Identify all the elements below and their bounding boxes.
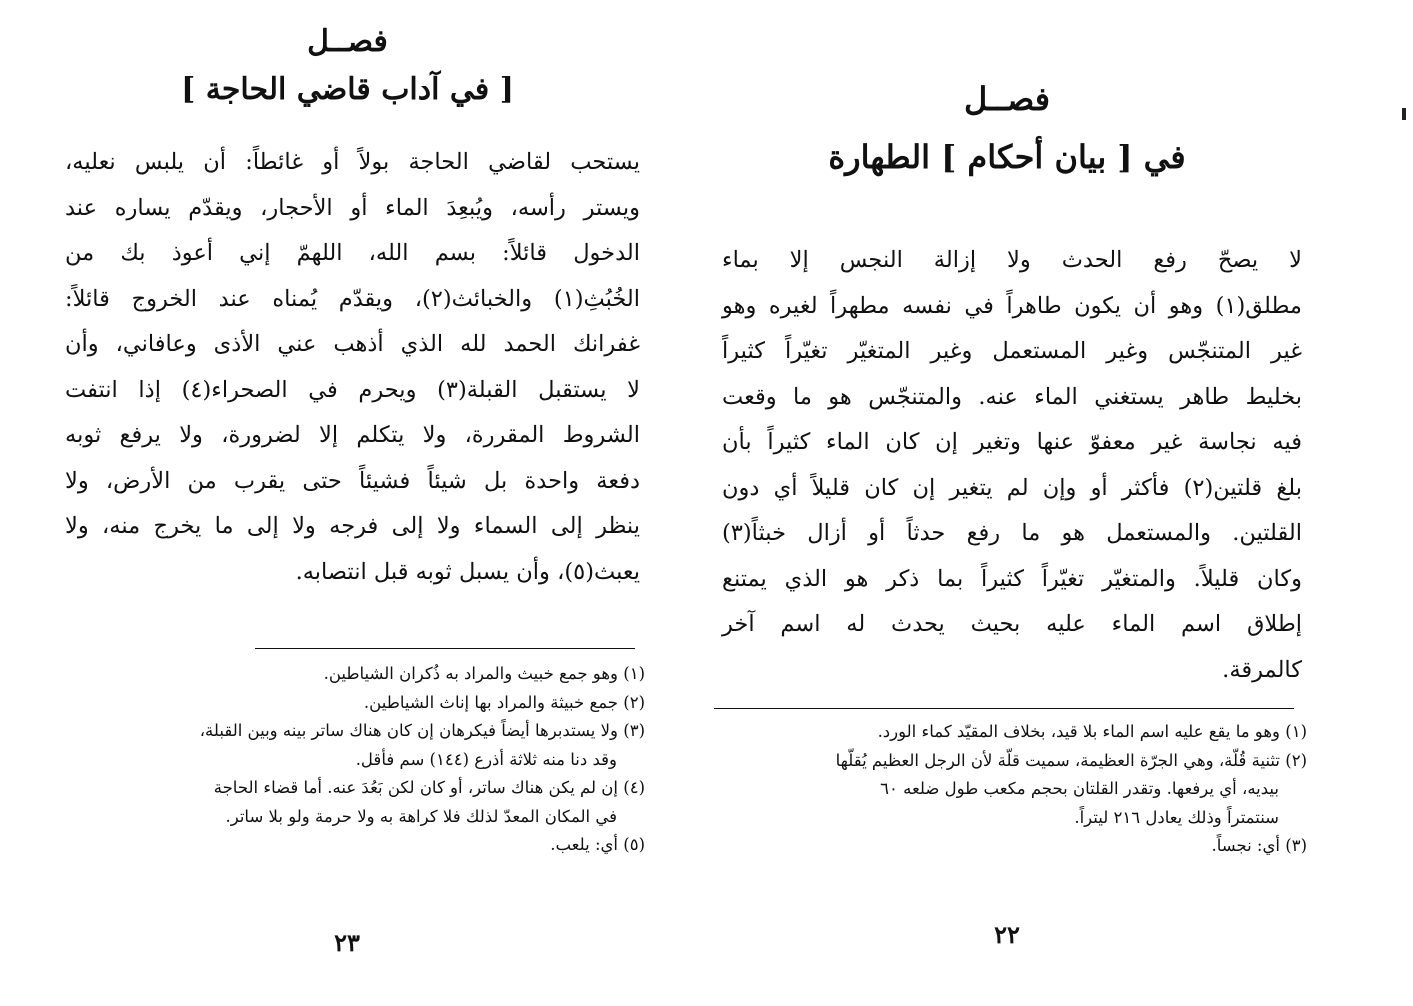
section-subheading: في [ بيان أحكام ] الطهارة bbox=[828, 138, 1186, 176]
body-line: مطلق(١) وهو أن يكون طاهراً في نفسه مطهراً لغيره وهو bbox=[722, 292, 1302, 319]
body-line: كالمرقة. bbox=[1222, 656, 1302, 683]
footnote: (٤) إن لم يكن هناك ساتر، أو كان لكن بَعُدَ عنه. أما قضاء الحاجة في المكان المعدّ لذلك فلا كراهة به ولا حرمة ولو بلا ساتر. bbox=[213, 778, 645, 826]
body-line: الدخول قائلاً: بسم الله، اللهمّ إني أعوذ بك من bbox=[65, 240, 640, 266]
body-line: لا يستقبل القبلة(٣) ويحرم في الصحراء(٤) إذا انتفت bbox=[65, 376, 640, 403]
body-line: القلتين. والمستعمل هو ما رفع حدثاً أو أزال خبثاً(٣) bbox=[722, 520, 1302, 546]
scan-edge-mark bbox=[1402, 108, 1406, 120]
section-heading: فصــل bbox=[307, 24, 388, 59]
footnote: سنتمتراً وذلك يعادل ٢١٦ ليتراً. bbox=[1074, 807, 1279, 827]
footnote: (١) وهو جمع خبيث والمراد به ذُكران الشياطين. bbox=[323, 664, 645, 683]
section-heading: فصــل bbox=[963, 80, 1051, 118]
body-line: غير المتنجّس وغير المستعمل وغير المتغيّر تغيّراً كثيراً bbox=[722, 338, 1302, 364]
footnote-separator bbox=[714, 708, 1294, 709]
body-line: يعبث(٥)، وأن يسبل ثوبه قبل انتصابه. bbox=[295, 558, 640, 585]
body-line: بخليط طاهر يستغني الماء عنه. والمتنجّس هو ما وقعت bbox=[722, 383, 1302, 410]
body-line: يستحب لقاضي الحاجة بولاً أو غائطاً: أن يلبس نعليه، bbox=[65, 149, 640, 175]
body-line: الشروط المقررة، ولا يتكلم إلا لضرورة، ولا يرفع ثوبه bbox=[65, 422, 640, 448]
footnotes bbox=[722, 718, 1307, 861]
body-line: لا يصحّ رفع الحدث ولا إزالة النجس إلا بماء bbox=[722, 247, 1302, 273]
footnote: (٢) جمع خبيثة والمراد بها إناث الشياطين. bbox=[363, 692, 645, 712]
right-page bbox=[712, 0, 1307, 1006]
footnote: (٢) تثنية قُلّة، وهي الجرّة العظيمة، سميت قلّة لأن الرجل العظيم يُقلّها بيديه، أي يرفعها. وتقدر القلتان بحجم مكعب طول ضلعه ٦٠ bbox=[835, 750, 1307, 798]
footnote-separator bbox=[255, 648, 635, 649]
page-number: ٢٣ bbox=[334, 928, 360, 957]
body-paragraph bbox=[722, 238, 1302, 693]
body-line: وكان قليلاً. والمتغيّر تغيّراً كثيراً بما ذكر هو الذي يمتنع bbox=[722, 565, 1302, 592]
footnote: (٣) ولا يستدبرها أيضاً فيكرهان إن كان هناك ساتر بينه وبين القبلة، وقد دنا منه ثلاثة أذرع (١٤٤) سم فأقل. bbox=[199, 721, 645, 769]
body-line: ينظر إلى السماء ولا إلى فرجه ولا إلى ما يخرج منه، ولا bbox=[65, 513, 640, 539]
body-line: دفعة واحدة بل شيئاً فشيئاً حتى يقرب من الأرض، ولا bbox=[65, 467, 640, 494]
body-line: إطلاق اسم الماء عليه بحيث يحدث له اسم آخر bbox=[722, 611, 1302, 637]
body-line: فيه نجاسة غير معفوّ عنها وتغير إن كان الماء كثيراً بأن bbox=[722, 429, 1302, 455]
footnote: (٣) أي: نجساً. bbox=[1211, 836, 1307, 855]
body-line: الخُبُثِ(١) والخبائث(٢)، ويقدّم يُمناه عند الخروج قائلاً: bbox=[65, 285, 640, 312]
body-line: غفرانك الحمد لله الذي أذهب عني الأذى وعافاني، وأن bbox=[65, 331, 640, 357]
body-line: ويستر رأسه، ويُبعِدَ الماء أو الأحجار، ويقدّم يساره عند bbox=[65, 194, 640, 221]
body-line: بلغ قلتين(٢) فأكثر أو وإن لم يتغير إن كان قليلاً أي دون bbox=[722, 474, 1303, 501]
footnote: (٥) أي: يلعب. bbox=[550, 835, 645, 854]
page-number: ٢٢ bbox=[994, 920, 1020, 949]
section-subheading: [ في آداب قاضي الحاجة ] bbox=[181, 72, 514, 107]
left-page bbox=[55, 0, 645, 1006]
body-paragraph bbox=[65, 140, 640, 595]
footnotes bbox=[65, 660, 645, 860]
footnote: (١) وهو ما يقع عليه اسم الماء بلا قيد، بخلاف المقيّد كماء الورد. bbox=[877, 722, 1307, 741]
